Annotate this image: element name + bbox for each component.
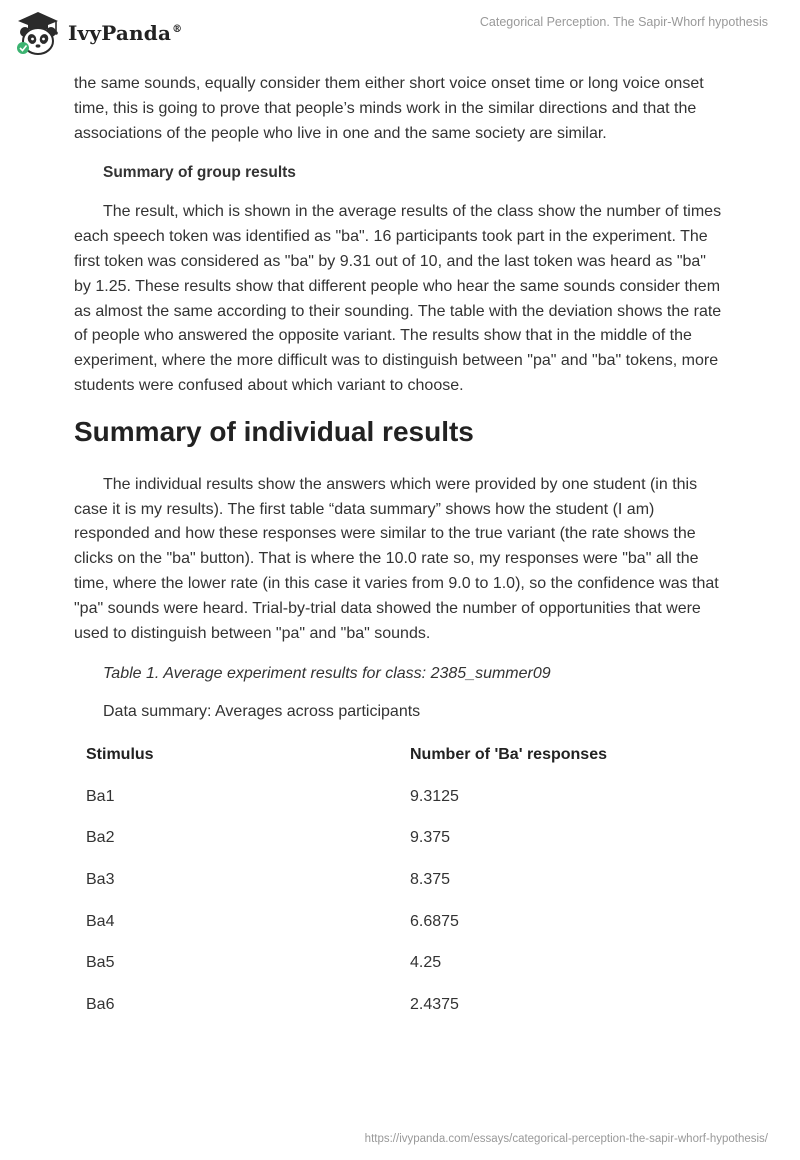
paragraph-intro: the same sounds, equally consider them either short voice onset time or long voice onset time, this is going to prove that people’s minds work in the similar directions and that the associations of the people who live in one and the same society are similar. <box>74 75 704 142</box>
document-title: Categorical Perception. The Sapir-Whorf hypothesis <box>479 15 768 29</box>
column-header-stimulus: Stimulus <box>86 746 154 764</box>
table-row <box>74 942 724 984</box>
ba-responses-cell: 9.375 <box>410 829 451 847</box>
subheading-group-results: Summary of group results <box>103 164 296 182</box>
stimulus-cell: Ba6 <box>86 995 115 1013</box>
paragraph-group-results: The result, which is shown in the average results of the class show the number of times each speech token was identified as "ba". 16 participants took part in the experiment. The first token was considered as "ba" by 9.31 out of 10, and the last token was heard as "ba" by 1.25. These results show that different people who hear the same sounds consider them as almost the same according to their sounding. The table with the deviation shows the rate of people who answered the opposite variant. The results show that in the middle of the experiment, where the more difficult was to distinguish between "pa" and "ba" tokens, more students were confused about which variant to choose. <box>74 203 722 394</box>
column-header-ba-responses: Number of 'Ba' responses <box>410 746 607 764</box>
table-row <box>74 901 724 943</box>
table-header-row <box>74 734 724 776</box>
ba-responses-cell: 6.6875 <box>410 912 459 930</box>
data-summary-label: Data summary: Averages across participants <box>103 703 421 721</box>
panda-graduate-icon <box>14 10 62 56</box>
stimulus-cell: Ba3 <box>86 870 115 888</box>
table-row <box>74 859 724 901</box>
table-row <box>74 776 724 818</box>
ba-responses-cell: 9.3125 <box>410 787 459 805</box>
table-caption: Table 1. Average experiment results for class: 2385_summer09 <box>103 665 551 683</box>
table-row <box>74 984 724 1026</box>
ivypanda-logo[interactable] <box>14 10 182 56</box>
page-header <box>0 0 800 70</box>
stimulus-cell: Ba2 <box>86 829 115 847</box>
stimulus-cell: Ba5 <box>86 954 115 972</box>
source-url[interactable]: https://ivypanda.com/essays/categorical-perception-the-sapir-whorf-hypothesis/ <box>364 1133 768 1145</box>
results-table <box>74 734 724 1025</box>
table-row <box>74 818 724 860</box>
brand-name: IvyPanda® <box>68 21 183 45</box>
ba-responses-cell: 2.4375 <box>410 995 459 1013</box>
heading-individual-results: Summary of individual results <box>74 415 474 447</box>
paragraph-individual-results: The individual results show the answers which were provided by one student (in this case it is my results). The first table “data summary” shows how the student (I am) responded and how these responses were similar to the true variant (the rate shows the clicks on the "ba" button). That is where the 10.0 rate so, my responses were "ba" all the time, where the lower rate (in this case it varies from 9.0 to 1.0), so the confidence was that "pa" sounds were heard. Trial-by-trial data showed the number of opportunities that were used to distinguish between "pa" and "ba" sounds. <box>74 475 719 642</box>
ba-responses-cell: 8.375 <box>410 870 451 888</box>
essay-content <box>74 72 724 1026</box>
stimulus-cell: Ba1 <box>86 787 115 805</box>
stimulus-cell: Ba4 <box>86 912 115 930</box>
ba-responses-cell: 4.25 <box>410 954 442 972</box>
